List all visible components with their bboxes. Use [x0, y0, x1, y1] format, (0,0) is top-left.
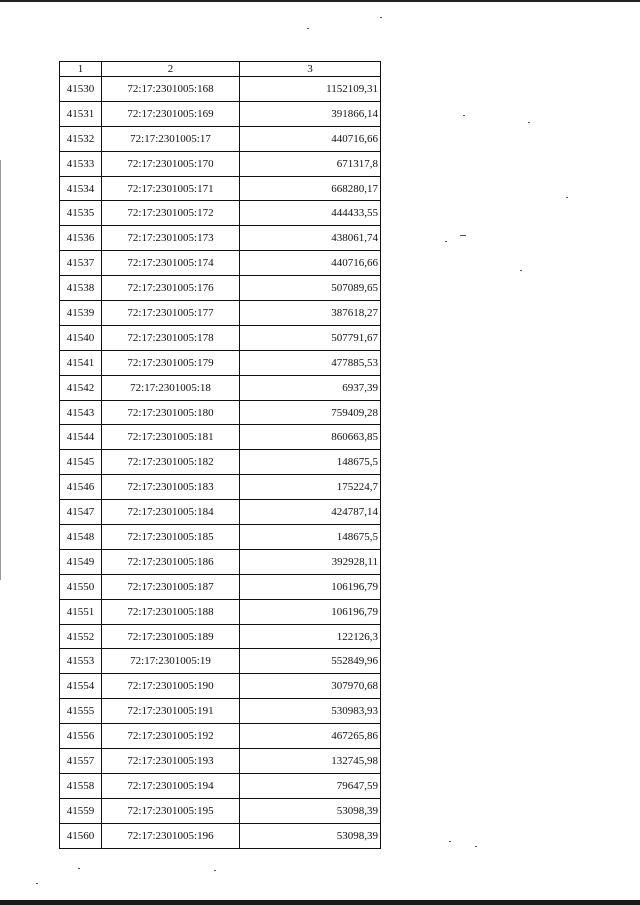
table-row — [60, 126, 381, 151]
table-row — [60, 375, 381, 400]
row-number: 41546 — [60, 475, 102, 500]
table-row — [60, 325, 381, 350]
row-number: 41552 — [60, 624, 102, 649]
scan-speck — [214, 870, 216, 871]
cadastral-number: 72:17:2301005:170 — [102, 151, 240, 176]
table-row — [60, 674, 381, 699]
cadastral-value: 122126,3 — [240, 624, 381, 649]
cadastral-value: 860663,85 — [240, 425, 381, 450]
row-number: 41540 — [60, 325, 102, 350]
row-number: 41543 — [60, 400, 102, 425]
cadastral-value: 507089,65 — [240, 276, 381, 301]
cadastral-number: 72:17:2301005:186 — [102, 549, 240, 574]
cadastral-number: 72:17:2301005:171 — [102, 176, 240, 201]
cadastral-value-table — [59, 61, 381, 849]
cadastral-value: 530983,93 — [240, 699, 381, 724]
cadastral-value: 424787,14 — [240, 500, 381, 525]
table-row — [60, 77, 381, 102]
cadastral-value: 148675,5 — [240, 450, 381, 475]
row-number: 41530 — [60, 77, 102, 102]
table-row — [60, 276, 381, 301]
cadastral-value: 132745,98 — [240, 749, 381, 774]
table-row — [60, 176, 381, 201]
cadastral-number: 72:17:2301005:176 — [102, 276, 240, 301]
column-header-3: 3 — [240, 62, 381, 77]
cadastral-value: 106196,79 — [240, 574, 381, 599]
scan-speck — [566, 197, 568, 198]
table-row — [60, 226, 381, 251]
cadastral-value: 444433,55 — [240, 201, 381, 226]
table-row — [60, 599, 381, 624]
cadastral-number: 72:17:2301005:192 — [102, 724, 240, 749]
cadastral-number: 72:17:2301005:193 — [102, 749, 240, 774]
table-body — [60, 77, 381, 849]
table-row — [60, 649, 381, 674]
scan-speck — [475, 846, 477, 847]
row-number: 41542 — [60, 375, 102, 400]
table-row — [60, 699, 381, 724]
row-number: 41550 — [60, 574, 102, 599]
cadastral-value: 668280,17 — [240, 176, 381, 201]
table-row — [60, 450, 381, 475]
cadastral-number: 72:17:2301005:180 — [102, 400, 240, 425]
cadastral-number: 72:17:2301005:183 — [102, 475, 240, 500]
cadastral-value: 391866,14 — [240, 101, 381, 126]
cadastral-number: 72:17:2301005:181 — [102, 425, 240, 450]
row-number: 41544 — [60, 425, 102, 450]
cadastral-number: 72:17:2301005:188 — [102, 599, 240, 624]
cadastral-number: 72:17:2301005:169 — [102, 101, 240, 126]
cadastral-value: 148675,5 — [240, 525, 381, 550]
scan-left-edge — [0, 160, 1, 580]
cadastral-number: 72:17:2301005:191 — [102, 699, 240, 724]
table-row — [60, 101, 381, 126]
cadastral-number: 72:17:2301005:173 — [102, 226, 240, 251]
scan-speck — [528, 122, 530, 123]
cadastral-value: 759409,28 — [240, 400, 381, 425]
table-row — [60, 500, 381, 525]
cadastral-number: 72:17:2301005:187 — [102, 574, 240, 599]
table-row — [60, 724, 381, 749]
row-number: 41536 — [60, 226, 102, 251]
cadastral-number: 72:17:2301005:19 — [102, 649, 240, 674]
cadastral-value: 307970,68 — [240, 674, 381, 699]
table-row — [60, 574, 381, 599]
table-row — [60, 475, 381, 500]
scan-bottom-edge — [0, 900, 640, 905]
table-row — [60, 350, 381, 375]
table-row — [60, 749, 381, 774]
cadastral-value: 552849,96 — [240, 649, 381, 674]
cadastral-number: 72:17:2301005:18 — [102, 375, 240, 400]
table-row — [60, 400, 381, 425]
scan-speck — [307, 28, 309, 29]
row-number: 41556 — [60, 724, 102, 749]
table-row — [60, 525, 381, 550]
table-row — [60, 251, 381, 276]
row-number: 41557 — [60, 749, 102, 774]
cadastral-value: 467265,86 — [240, 724, 381, 749]
cadastral-number: 72:17:2301005:196 — [102, 823, 240, 848]
cadastral-number: 72:17:2301005:184 — [102, 500, 240, 525]
cadastral-number: 72:17:2301005:17 — [102, 126, 240, 151]
row-number: 41531 — [60, 101, 102, 126]
cadastral-number: 72:17:2301005:179 — [102, 350, 240, 375]
column-header-2: 2 — [102, 62, 240, 77]
cadastral-value: 6937,39 — [240, 375, 381, 400]
table-row — [60, 425, 381, 450]
cadastral-number: 72:17:2301005:174 — [102, 251, 240, 276]
row-number: 41545 — [60, 450, 102, 475]
scan-speck — [78, 868, 80, 869]
row-number: 41533 — [60, 151, 102, 176]
cadastral-number: 72:17:2301005:177 — [102, 301, 240, 326]
cadastral-number: 72:17:2301005:185 — [102, 525, 240, 550]
cadastral-value: 106196,79 — [240, 599, 381, 624]
column-header-1: 1 — [60, 62, 102, 77]
scan-speck — [449, 841, 451, 842]
row-number: 41558 — [60, 773, 102, 798]
cadastral-value: 438061,74 — [240, 226, 381, 251]
row-number: 41534 — [60, 176, 102, 201]
row-number: 41551 — [60, 599, 102, 624]
table-row — [60, 798, 381, 823]
cadastral-number: 72:17:2301005:190 — [102, 674, 240, 699]
scan-speck — [463, 115, 465, 116]
cadastral-value: 1152109,31 — [240, 77, 381, 102]
table-row — [60, 549, 381, 574]
cadastral-number: 72:17:2301005:168 — [102, 77, 240, 102]
scan-speck — [520, 270, 522, 271]
cadastral-value: 53098,39 — [240, 823, 381, 848]
cadastral-value: 79647,59 — [240, 773, 381, 798]
cadastral-number: 72:17:2301005:172 — [102, 201, 240, 226]
cadastral-value: 477885,53 — [240, 350, 381, 375]
cadastral-value: 387618,27 — [240, 301, 381, 326]
table-row — [60, 151, 381, 176]
row-number: 41537 — [60, 251, 102, 276]
cadastral-value: 53098,39 — [240, 798, 381, 823]
scan-speck — [36, 883, 38, 884]
row-number: 41555 — [60, 699, 102, 724]
scan-top-edge — [0, 0, 640, 2]
row-number: 41539 — [60, 301, 102, 326]
row-number: 41548 — [60, 525, 102, 550]
table-row — [60, 773, 381, 798]
cadastral-value: 671317,8 — [240, 151, 381, 176]
cadastral-number: 72:17:2301005:189 — [102, 624, 240, 649]
table-header-row — [60, 62, 381, 77]
cadastral-value: 440716,66 — [240, 251, 381, 276]
row-number: 41547 — [60, 500, 102, 525]
table-row — [60, 823, 381, 848]
scan-speck — [460, 235, 466, 236]
table-row — [60, 201, 381, 226]
row-number: 41560 — [60, 823, 102, 848]
scan-speck — [445, 241, 447, 242]
cadastral-number: 72:17:2301005:178 — [102, 325, 240, 350]
row-number: 41554 — [60, 674, 102, 699]
row-number: 41553 — [60, 649, 102, 674]
cadastral-number: 72:17:2301005:182 — [102, 450, 240, 475]
row-number: 41538 — [60, 276, 102, 301]
cadastral-number: 72:17:2301005:194 — [102, 773, 240, 798]
row-number: 41559 — [60, 798, 102, 823]
row-number: 41549 — [60, 549, 102, 574]
row-number: 41535 — [60, 201, 102, 226]
row-number: 41541 — [60, 350, 102, 375]
scan-speck — [380, 17, 382, 18]
cadastral-number: 72:17:2301005:195 — [102, 798, 240, 823]
cadastral-value: 440716,66 — [240, 126, 381, 151]
table-row — [60, 301, 381, 326]
row-number: 41532 — [60, 126, 102, 151]
table-row — [60, 624, 381, 649]
cadastral-value: 175224,7 — [240, 475, 381, 500]
cadastral-value: 392928,11 — [240, 549, 381, 574]
cadastral-value: 507791,67 — [240, 325, 381, 350]
